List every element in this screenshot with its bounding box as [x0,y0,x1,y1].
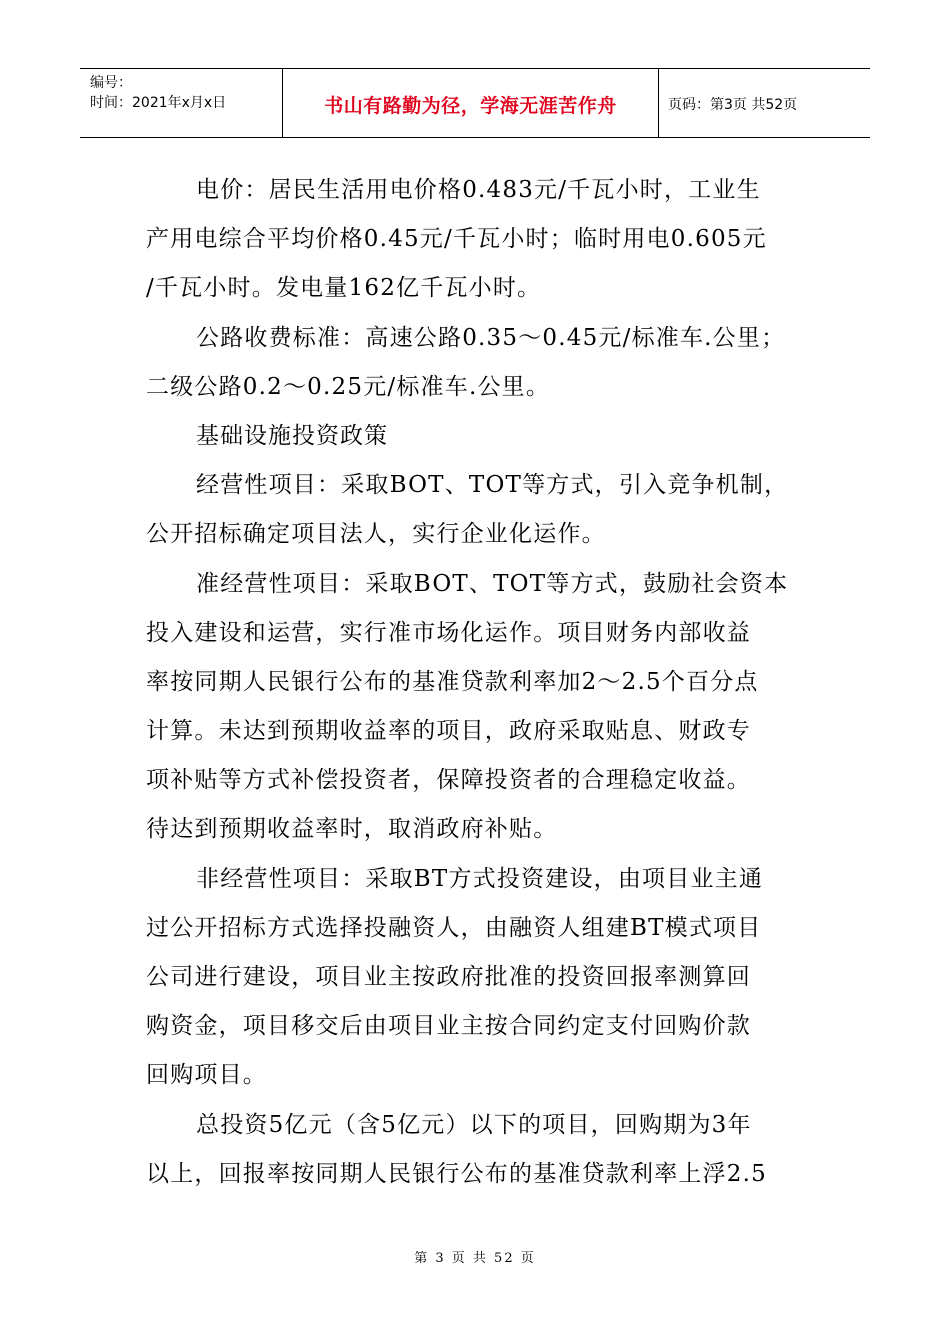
body-line: 准经营性项目：采取BOT、TOT等方式，鼓励社会资本 [196,570,789,597]
page-footer: 第 3 页 共 52 页 [414,1251,536,1266]
body-line: 购资金，项目移交后由项目业主按合同约定支付回购价款 [146,1013,751,1040]
body-line: 率按同期人民银行公布的基准贷款利率加2～2.5个百分点 [146,668,759,695]
body-line: 待达到预期收益率时，取消政府补贴。 [146,816,558,843]
body-line: 公路收费标准：高速公路0.35～0.45元/标准车.公里； [196,324,786,351]
body-line: 过公开招标方式选择投融资人，由融资人组建BT模式项目 [146,914,762,941]
page-header [80,68,870,138]
header-motto-cell [282,69,659,137]
header-meta-cell [80,69,281,137]
header-page-reference: 页码：第3页 共52页 [668,97,798,113]
body-line: 投入建设和运营，实行准市场化运作。项目财务内部收益 [146,619,751,646]
header-motto: 书山有路勤为径，学海无涯苦作舟 [324,95,617,117]
document-body [146,166,806,1199]
body-line: 电价：居民生活用电价格0.483元/千瓦小时，工业生 [196,177,761,203]
body-line: 非经营性项目：采取BT方式投资建设，由项目业主通 [196,865,764,892]
document-time-label: 时间：2021年x月x日 [90,95,227,111]
document-number-label: 编号： [90,75,132,91]
body-line: 二级公路0.2～0.25元/标准车.公里。 [146,373,551,400]
body-line: /千瓦小时。发电量162亿千瓦小时。 [146,275,542,302]
body-line: 经营性项目：采取BOT、TOT等方式，引入竞争机制， [196,472,789,499]
body-line: 公开招标确定项目法人，实行企业化运作。 [146,521,606,548]
body-line: 项补贴等方式补偿投资者，保障投资者的合理稳定收益。 [146,767,751,794]
body-line: 计算。未达到预期收益率的项目，政府采取贴息、财政专 [146,718,751,745]
body-line: 公司进行建设，项目业主按政府批准的投资回报率测算回 [146,964,751,990]
section-heading: 基础设施投资政策 [196,422,388,449]
body-line: 以上，回报率按同期人民银行公布的基准贷款利率上浮2.5 [146,1160,767,1187]
body-line: 回购项目。 [146,1062,267,1089]
body-line: 产用电综合平均价格0.45元/千瓦小时；临时用电0.605元 [146,226,767,253]
body-line: 总投资5亿元（含5亿元）以下的项目，回购期为3年 [196,1111,752,1138]
header-page-cell [658,69,870,137]
